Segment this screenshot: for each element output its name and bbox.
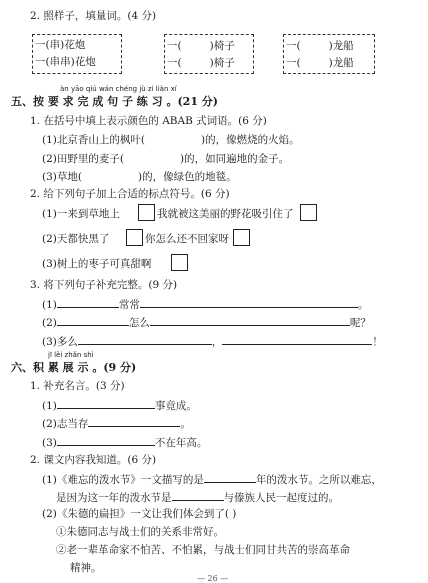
s6-q1-title: 1. 补充名言。(3 分): [30, 380, 125, 392]
section6-title: 六、积 累 展 示 。(9 分): [11, 361, 137, 374]
example-row1: 一(串)花炮: [35, 39, 86, 51]
s6-q2-blank1[interactable]: [204, 473, 256, 483]
s6-q1-blank3[interactable]: [57, 436, 155, 446]
punct-box-5[interactable]: [171, 254, 188, 271]
s5-q3-blank3b[interactable]: [222, 335, 372, 345]
s5-q1-blank2[interactable]: [124, 153, 180, 162]
s5-q2-title: 2. 给下列句子加上合适的标点符号。(6 分): [30, 188, 230, 200]
punct-box-4[interactable]: [233, 229, 250, 246]
punct-box-1[interactable]: [138, 204, 155, 221]
s5-q1-title: 1. 在括号中填上表示颜色的 ABAB 式词语。(6 分): [30, 115, 267, 127]
s5-q3-item1: (1) 常常 。: [42, 299, 369, 311]
boat-blank-2[interactable]: [301, 57, 329, 66]
boat-blank-1[interactable]: [301, 40, 329, 49]
s5-q2-item1b: 我就被这美丽的野花吸引住了: [157, 208, 294, 220]
s6-q2-opt1: ①朱德同志与战士们的关系非常好。: [56, 526, 224, 538]
s5-q1-blank1[interactable]: [145, 134, 201, 143]
s6-q2-opt2-line2: 精神。: [70, 562, 102, 574]
s6-q2-title: 2. 课文内容我知道。(6 分): [30, 454, 157, 466]
s5-q3-blank2b[interactable]: [150, 316, 350, 326]
s6-q2-item1-line1: (1)《难忘的泼水节》一文描写的是 年的泼水节。之所以难忘，: [42, 474, 382, 486]
punct-box-2[interactable]: [300, 204, 317, 221]
page-number: — 26 —: [197, 574, 229, 583]
s5-q3-blank1b[interactable]: [140, 298, 358, 308]
s5-q3-item2: (2) 怎么 呢？: [42, 317, 371, 329]
punct-box-3[interactable]: [126, 229, 143, 246]
s6-q1-item2: (2)志当存 。: [42, 418, 191, 430]
s5-q1-item3: (3)草地( )的，像绿色的地毯。: [42, 171, 237, 183]
example-row2: 一(串串)花炮: [35, 56, 96, 68]
chair-blank-2[interactable]: [182, 57, 210, 66]
chair-blank-1[interactable]: [182, 40, 210, 49]
s5-q2-item3a: (3)树上的枣子可真甜啊: [42, 258, 152, 270]
section5-title: 五、按 要 求 完 成 句 子 练 习 。(21 分): [11, 95, 219, 108]
chair-row1: 一( )椅子: [167, 40, 235, 52]
s5-q2-item2a: (2)天都快黑了: [42, 233, 110, 245]
s6-q2-blank2[interactable]: [172, 491, 224, 501]
s5-q1-item1: (1)北京香山上的枫叶( )的，像燃烧的火焰。: [42, 134, 300, 146]
s5-q2-item1a: (1)一来到草地上: [42, 208, 120, 220]
s5-q3-blank2a[interactable]: [57, 316, 129, 326]
s5-q3-title: 3. 将下列句子补充完整。(9 分): [30, 279, 178, 291]
s5-q3-blank1a[interactable]: [57, 298, 119, 308]
s6-q1-item1: (1) 事竟成。: [42, 400, 197, 412]
s6-q1-item3: (3) 不在年高。: [42, 437, 208, 449]
s6-q2-item1-line2: 是因为这一年的泼水节是 与傣族人民一起度过的。: [56, 492, 339, 504]
chair-row2: 一( )椅子: [167, 57, 235, 69]
s6-q1-blank2[interactable]: [88, 417, 180, 427]
section5-pinyin: àn yāo qiú wán chéng jù zi liàn xí: [60, 85, 177, 93]
s5-q2-item2b: 你怎么还不回家呀: [145, 233, 229, 245]
boat-row1: 一( )龙船: [286, 40, 354, 52]
s5-q3-blank3a[interactable]: [78, 335, 212, 345]
s6-q2-item2: (2)《朱德的扁担》一文让我们体会到了( ): [42, 508, 237, 520]
s6-q2-opt2-line1: ②老一辈革命家不怕苦、不怕累，与战士们同甘共苦的崇高革命: [56, 544, 350, 556]
section6-pinyin: jī lěi zhǎn shì: [48, 351, 94, 359]
boat-row2: 一( )龙船: [286, 57, 354, 69]
s5-q3-item3: (3)多么 ， ！: [42, 336, 383, 348]
q2-title: 2. 照样子，填量词。(4 分): [30, 10, 157, 22]
s5-q1-blank3[interactable]: [82, 171, 138, 180]
s5-q1-item2: (2)田野里的麦子( )的，如同遍地的金子。: [42, 153, 290, 165]
s6-q1-blank1[interactable]: [57, 399, 155, 409]
